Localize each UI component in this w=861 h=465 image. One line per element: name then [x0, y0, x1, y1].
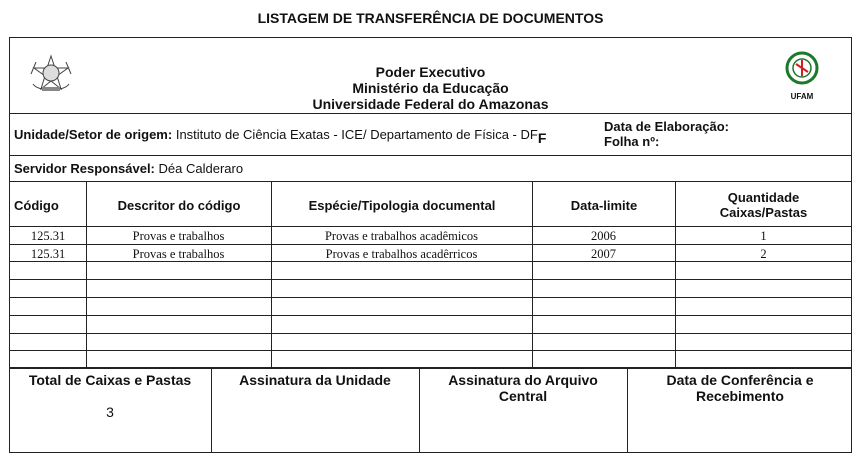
- col-date-limit: Data-limite: [570, 198, 638, 213]
- col-descriptor: Descritor do código: [117, 198, 241, 213]
- row1-date: 2006: [591, 229, 616, 243]
- archive-signature-label: Assinatura do Arquivo Central: [448, 372, 598, 404]
- total-boxes-value: 3: [106, 404, 114, 420]
- responsible: [14, 161, 243, 176]
- unit-origin-value: Instituto de Ciência Exatas - ICE/ Departamento de Física - DF: [175, 127, 538, 142]
- header-line1: Poder Executivo: [375, 64, 486, 80]
- row2-qty: 2: [760, 247, 767, 261]
- total-boxes-label: Total de Caixas e Pastas: [28, 372, 192, 388]
- col-line: [271, 181, 272, 368]
- col-line: [532, 181, 533, 368]
- divider-responsible: [9, 181, 852, 182]
- ufam-logo-text: UFAM: [790, 92, 814, 101]
- row-line: [9, 297, 852, 298]
- col-quantity-line1: Quantidade: [727, 190, 800, 205]
- row2-species: Provas e trabalhos acadêrricos: [325, 247, 478, 261]
- row2-date: 2007: [591, 247, 616, 261]
- row2-code: 125.31: [30, 247, 66, 261]
- footer-col-line: [419, 368, 420, 453]
- footer-col-line: [627, 368, 628, 453]
- date-elaboration-label: Data de Elaboração:: [604, 119, 729, 134]
- row-line: [9, 350, 852, 351]
- row-line: [9, 244, 852, 245]
- unit-signature-label: Assinatura da Unidade: [239, 372, 391, 388]
- conference-date-label: Data de Conferência e Recebimento: [666, 372, 814, 404]
- divider-table-header: [9, 226, 852, 227]
- unit-origin-label: Unidade/Setor de origem:: [14, 127, 173, 142]
- responsible-value: Déa Calderaro: [158, 161, 244, 176]
- col-quantity: [675, 190, 852, 220]
- col-line: [675, 181, 676, 368]
- row1-descriptor: Provas e trabalhos: [132, 229, 225, 243]
- col-species: Espécie/Tipologia documental: [308, 198, 496, 213]
- col-code: Código: [14, 198, 59, 213]
- row-line: [9, 279, 852, 280]
- sheet-number-label: Folha nº:: [604, 134, 660, 149]
- row1-qty: 1: [760, 229, 767, 243]
- row2-descriptor: Provas e trabalhos: [132, 247, 225, 261]
- col-quantity-line2: Caixas/Pastas: [719, 205, 808, 220]
- row1-species: Provas e trabalhos acadêmicos: [324, 229, 479, 243]
- row-line: [9, 315, 852, 316]
- divider-unit: [9, 155, 852, 156]
- unit-origin-suffix: F: [537, 130, 547, 146]
- divider-header: [9, 113, 852, 114]
- header-line2: Ministério da Educação: [352, 80, 509, 96]
- document-title: LISTAGEM DE TRANSFERÊNCIA DE DOCUMENTOS: [257, 10, 604, 26]
- col-line: [86, 181, 87, 368]
- responsible-label: Servidor Responsável:: [14, 161, 155, 176]
- row-line: [9, 333, 852, 334]
- row1-code: 125.31: [30, 229, 66, 243]
- header-line3: Universidade Federal do Amazonas: [312, 96, 549, 112]
- unit-origin: [14, 126, 547, 146]
